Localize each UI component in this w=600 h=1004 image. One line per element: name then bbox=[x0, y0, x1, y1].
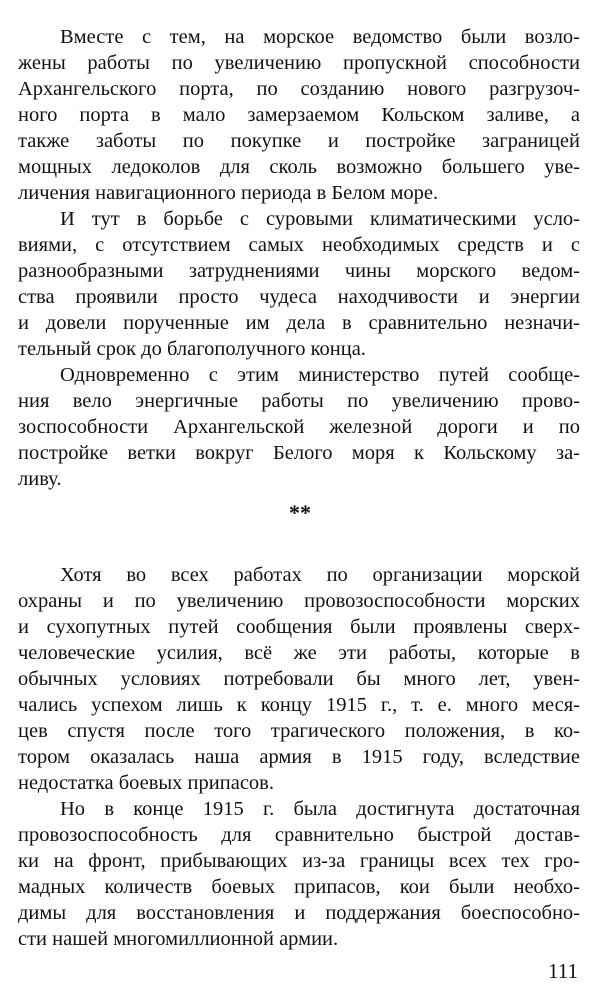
text-line: сти нашей многомиллионной армии. bbox=[18, 928, 339, 950]
text-line: обычных условиях потребовали бы много лет, увен- bbox=[18, 668, 580, 690]
text-line: чались успехом лишь к концу 1915 г., т. е. много меся- bbox=[18, 694, 580, 716]
text-line: И тут в борьбе с суровыми климатическими усло- bbox=[60, 208, 580, 230]
text-line: разнообразными затруднениями чины морского ведом- bbox=[18, 260, 580, 282]
text-line: Архангельского порта, по созданию нового разгрузоч- bbox=[18, 78, 580, 100]
text-line: Вместе с тем, на морское ведомство были возло- bbox=[60, 26, 580, 48]
text-line: ливу. bbox=[18, 468, 62, 490]
text-line: жены работы по увеличению пропускной способности bbox=[18, 52, 580, 74]
text-line: и сухопутных путей сообщения были проявлены сверх- bbox=[18, 616, 580, 638]
text-line: провозоспособность для сравнительно быстрой достав- bbox=[18, 824, 580, 846]
text-line: ства проявили просто чудеса находчивости и энергии bbox=[18, 286, 580, 308]
text-line: ния вело энергичные работы по увеличению прово- bbox=[18, 390, 580, 412]
text-line: и довели порученные им дела в сравнительно незначи- bbox=[18, 312, 580, 334]
text-line: также заботы по покупке и постройке заграницей bbox=[18, 130, 580, 152]
text-line: недостатка боевых припасов. bbox=[18, 772, 274, 794]
text-line: тельный срок до благополучного конца. bbox=[18, 338, 366, 360]
text-line: Хотя во всех работах по организации морской bbox=[60, 564, 580, 586]
text-line: личения навигационного периода в Белом море. bbox=[18, 182, 439, 204]
text-line: мадных количеств боевых припасов, кои были необхо- bbox=[18, 876, 580, 898]
text-line: виями, с отсутствием самых необходимых средств и с bbox=[18, 234, 580, 256]
text-line: Но в конце 1915 г. была достигнута достаточная bbox=[60, 798, 580, 820]
text-line: мощных ледоколов для сколь возможно большего уве- bbox=[18, 156, 580, 178]
text-line: зоспособности Архангельской железной дороги и по bbox=[18, 416, 580, 438]
text-line: охраны и по увеличению провозоспособности морских bbox=[18, 590, 580, 612]
text-line: димы для восстановления и поддержания боеспособно- bbox=[18, 902, 580, 924]
text-line: тором оказалась наша армия в 1915 году, вследствие bbox=[18, 746, 580, 768]
page-number: 111 bbox=[548, 959, 578, 983]
text-line: постройке ветки вокруг Белого моря к Кольскому за- bbox=[18, 442, 580, 464]
section-separator: ** bbox=[289, 500, 311, 525]
text-line: Одновременно с этим министерство путей сообще- bbox=[60, 364, 580, 386]
text-line: ного порта в мало замерзаемом Кольском заливе, а bbox=[18, 104, 580, 126]
text-line: цев спустя после того трагического положения, в ко- bbox=[18, 720, 580, 742]
text-line: ки на фронт, прибывающих из-за границы всех тех гро- bbox=[18, 850, 580, 872]
text-line: человеческие усилия, всё же эти работы, которые в bbox=[18, 642, 580, 664]
